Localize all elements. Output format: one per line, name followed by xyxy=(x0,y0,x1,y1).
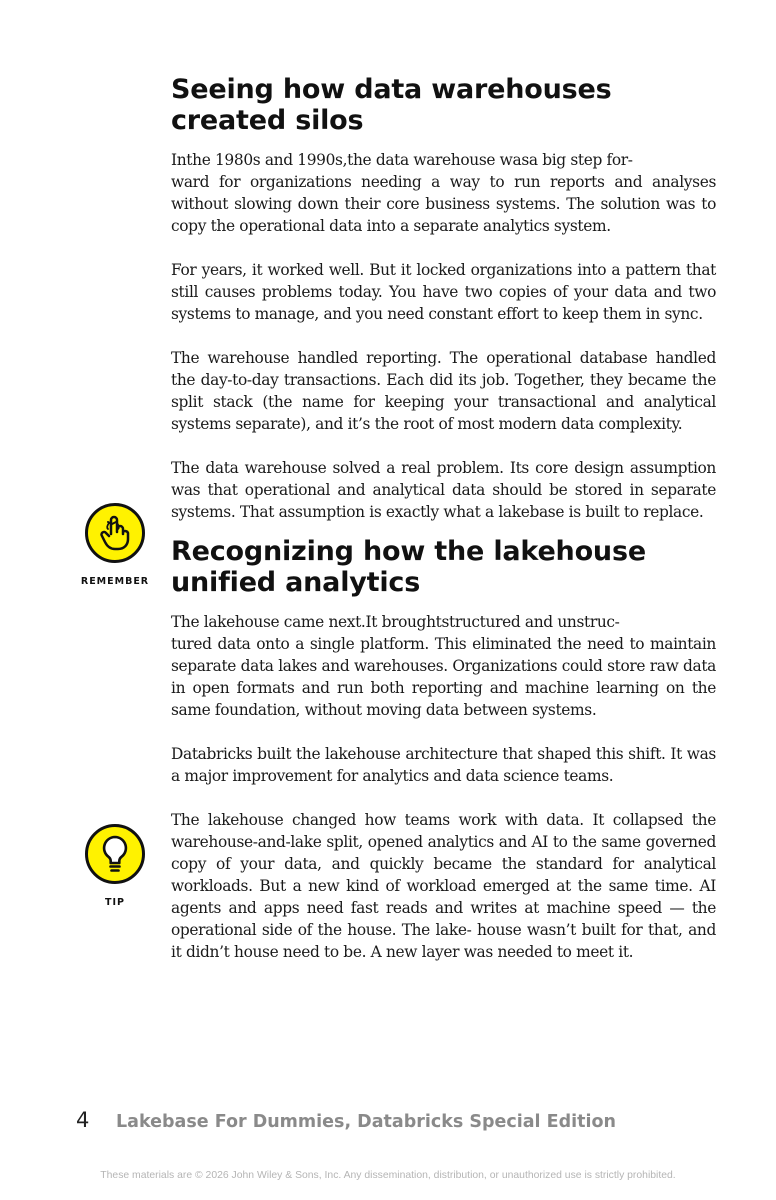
heading-line: Recognizing how the lakehouse xyxy=(171,536,646,567)
paragraph xyxy=(171,149,716,171)
page-content xyxy=(171,74,716,963)
remember-paragraph: The data warehouse solved a real problem. Its core design assumption was that operational and analytical data should be stored in separate systems. That assumption is exactly what a lakebase is built to replace. xyxy=(171,459,716,521)
tip-callout xyxy=(80,824,150,908)
remember-callout xyxy=(80,503,150,587)
tip-label: TIP xyxy=(105,897,125,908)
heading-line: unified analytics xyxy=(171,567,421,598)
paragraph xyxy=(171,611,716,633)
copyright-notice: These materials are © 2026 John Wiley & Sons, Inc. Any dissemination, distribution, or unauthorized use is strictly prohibited. xyxy=(100,1170,676,1181)
paragraph-line: Inthe 1980s and 1990s,the data warehouse wasa big step for- xyxy=(171,151,633,169)
section-heading-warehouses xyxy=(171,74,716,136)
heading-line: Seeing how data warehouses xyxy=(171,74,612,105)
remember-label: REMEMBER xyxy=(80,576,150,587)
page-number: 4 xyxy=(76,1108,90,1132)
paragraph: For years, it worked well. But it locked organizations into a pattern that still causes problems today. You have two copies of your data and two systems to manage, and you need constant effort to keep them in sync. xyxy=(171,261,716,323)
lightbulb-icon xyxy=(85,824,145,884)
paragraph: The warehouse handled reporting. The operational database handled the day-to-day transactions. Each did its job. Together, they became the split stack (the name for keeping your transactional and analytical systems separate), and it’s the root of most modern data complexity. xyxy=(171,349,716,433)
section-heading-lakehouse xyxy=(171,536,716,598)
paragraph-line: The lakehouse came next.It broughtstructured and unstruc- xyxy=(171,613,620,631)
paragraph: tured data onto a single platform. This eliminated the need to maintain separate data lakes and warehouses. Organizations could store raw data in open formats and run both reporting and machine learning on the same foundation, without moving data between systems. xyxy=(171,635,716,719)
page-footer xyxy=(76,1108,616,1132)
paragraph: The lakehouse changed how teams work with data. It collapsed the warehouse-and-lake split, opened analytics and AI to the same governed copy of your data, and quickly became the standard for analytical workloads. But a new kind of workload emerged at the same time. AI agents and apps need fast reads and writes at machine speed — the operational side of the house. The lake- house wasn’t built for that, and it didn’t house need to be. A new layer was needed to meet it. xyxy=(171,811,716,961)
tip-paragraph: Databricks built the lakehouse architecture that shaped this shift. It was a major improvement for analytics and data science teams. xyxy=(171,745,716,785)
book-title: Lakebase For Dummies, Databricks Special Edition xyxy=(116,1112,616,1132)
heading-line: created silos xyxy=(171,105,364,136)
finger-string-icon xyxy=(85,503,145,563)
paragraph: ward for organizations needing a way to run reports and analyses without slowing down their core business systems. The solution was to copy the operational data into a separate analytics system. xyxy=(171,173,716,235)
